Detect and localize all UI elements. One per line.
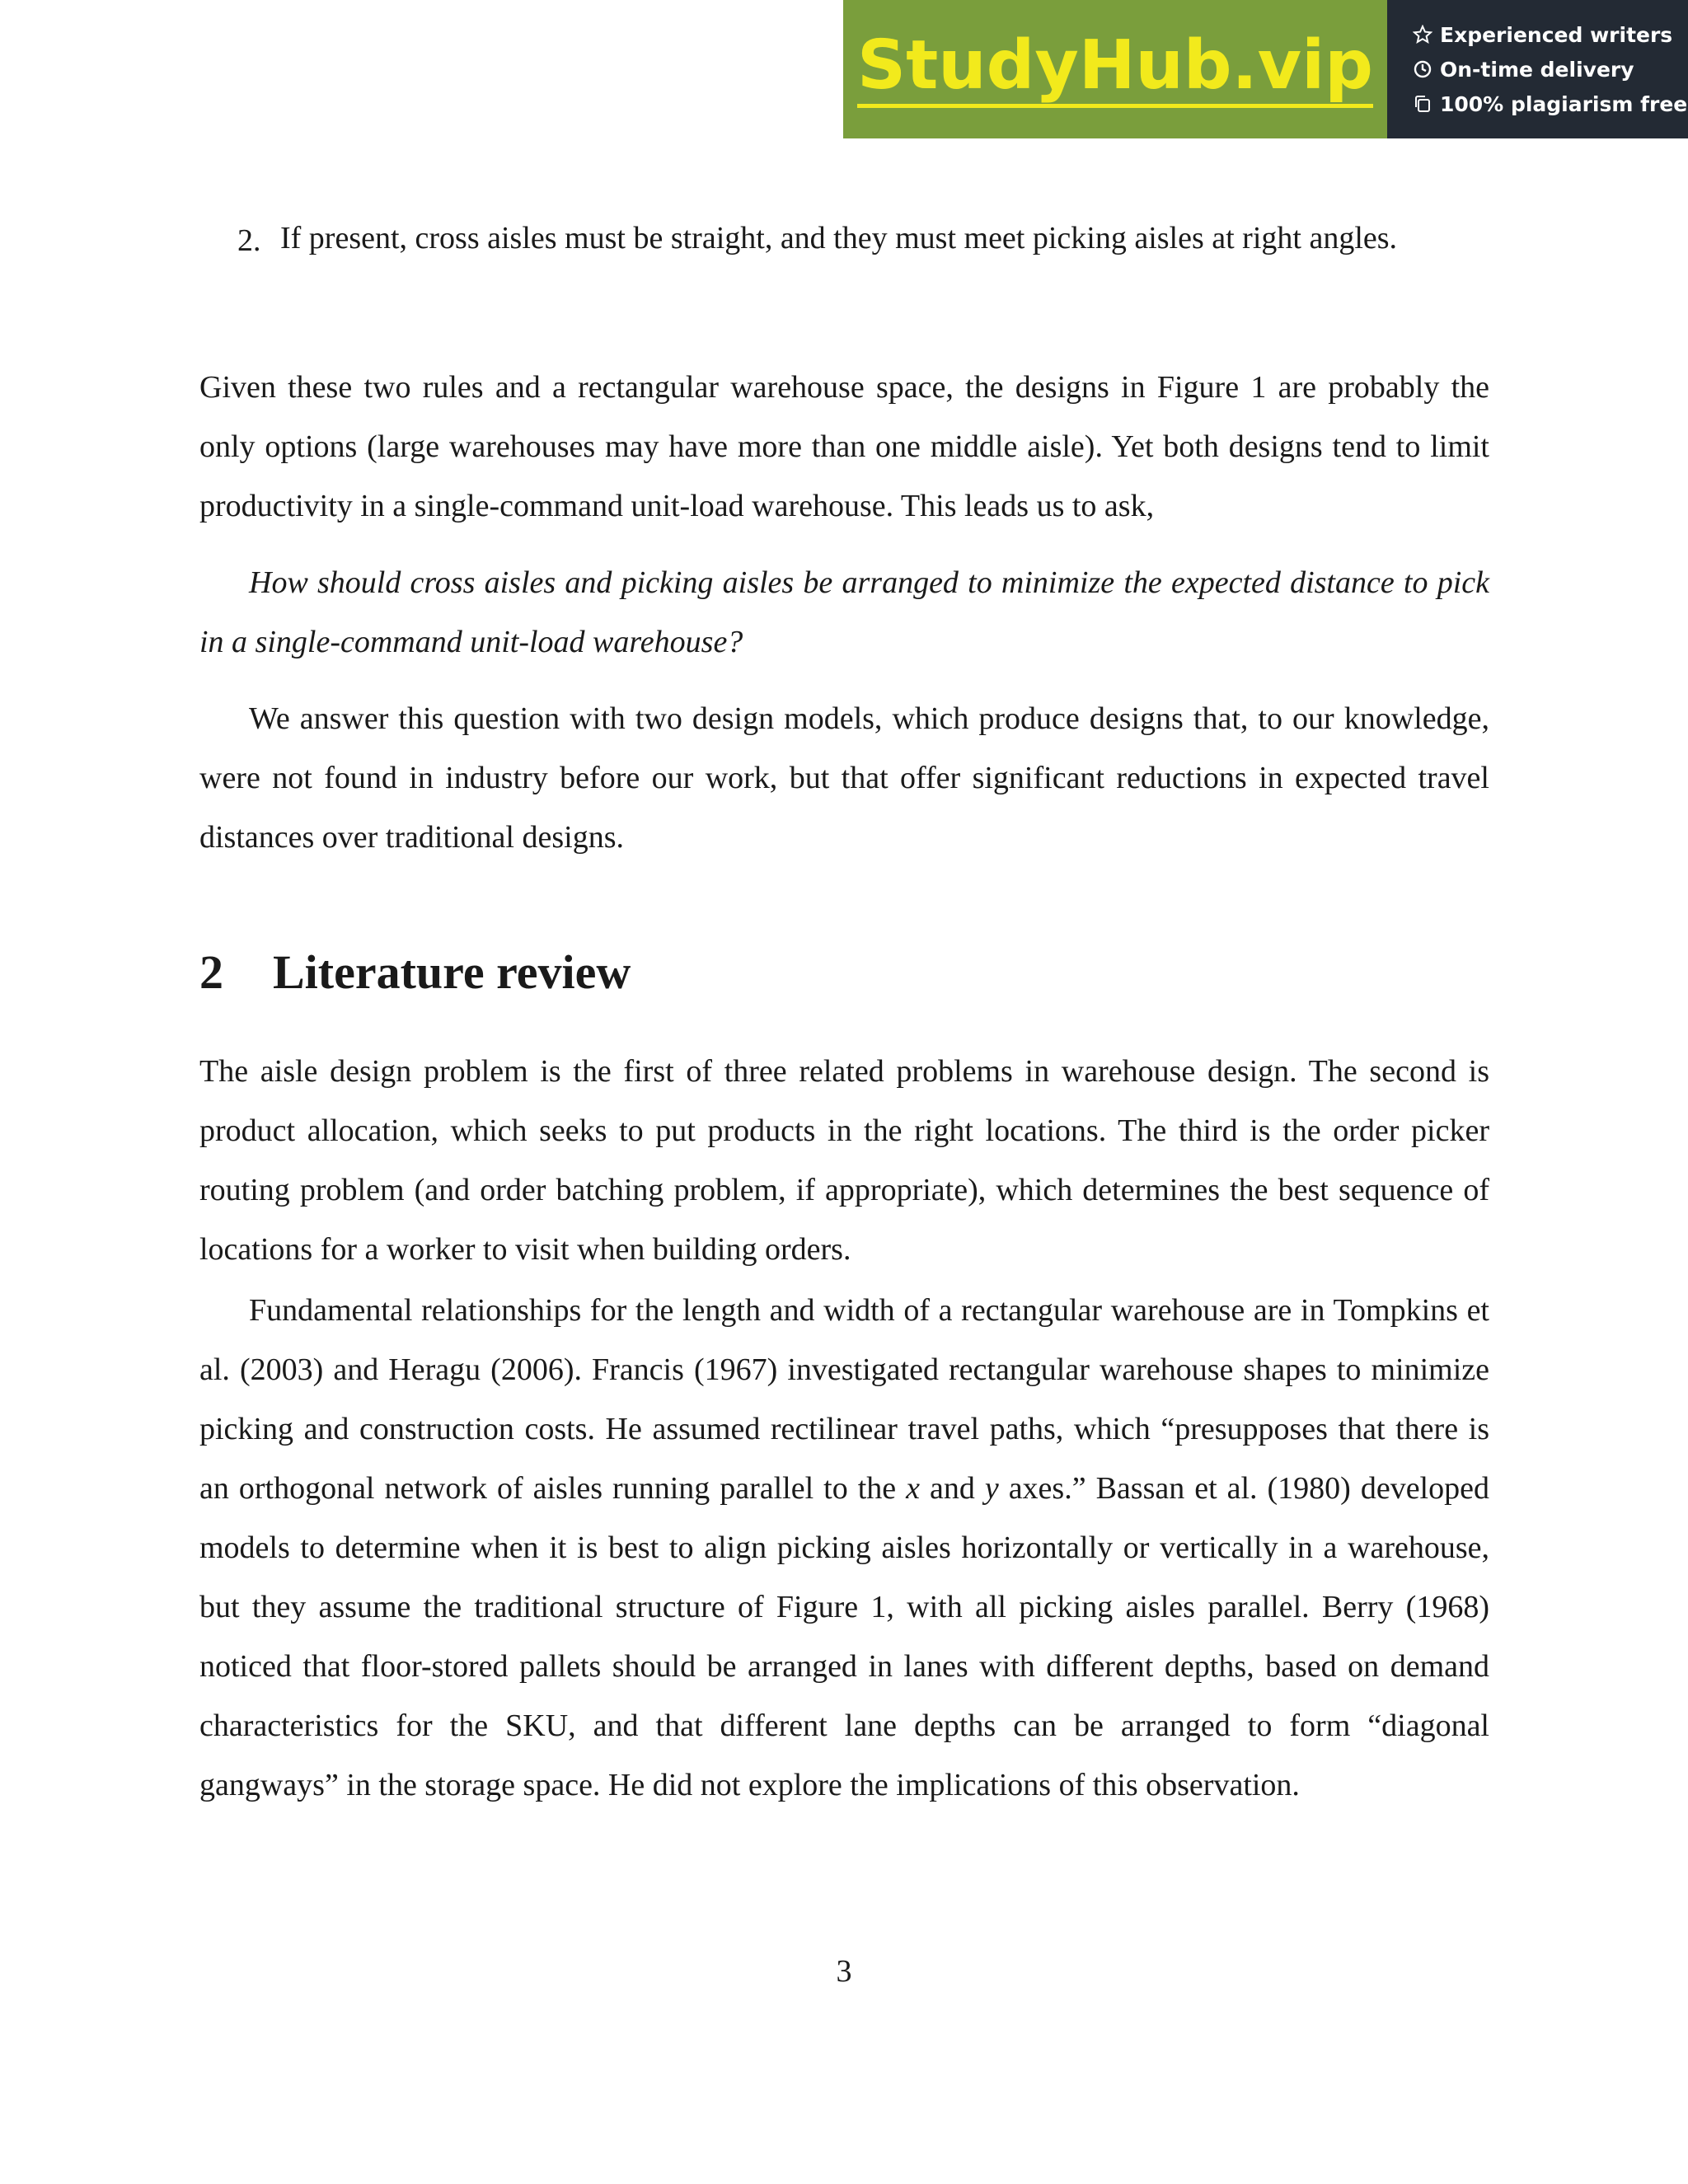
studyhub-banner[interactable] — [843, 0, 1688, 138]
feature-label: 100% plagiarism free — [1440, 91, 1688, 116]
math-symbol: y — [984, 1471, 999, 1506]
list-text: If present, cross aisles must be straight, and they must meet picking aisles at right angles. — [280, 221, 1398, 255]
research-question — [199, 553, 1489, 672]
paragraph-text — [199, 1281, 1489, 1815]
paragraph — [199, 689, 1489, 867]
studyhub-logo[interactable] — [843, 0, 1387, 138]
list-item — [199, 203, 1489, 274]
feature-on-time-delivery — [1412, 54, 1688, 84]
section-number: 2 — [199, 945, 223, 999]
math-symbol: x — [906, 1471, 920, 1506]
page-number: 3 — [836, 1954, 852, 1989]
paragraph-text: We answer this question with two design models, which produce designs that, to our knowledge, were not found in industry before our work, but that offer significant reductions in expected travel distances over traditional designs. — [199, 701, 1489, 855]
text-run: and — [919, 1471, 985, 1506]
paragraph-text: Given these two rules and a rectangular warehouse space, the designs in Figure 1 are probably the only options (large warehouses may have more than one middle aisle). Yet both designs tend to limit productivity in a single-command unit-load warehouse. This leads us to ask, — [199, 370, 1489, 523]
copy-icon — [1412, 93, 1433, 115]
section-heading — [199, 940, 631, 1005]
paragraph — [199, 1042, 1489, 1279]
question-text: How should cross aisles and picking aisles be arranged to minimize the expected distance to pick in a single-command unit-load warehouse? — [199, 565, 1489, 659]
feature-plagiarism-free — [1412, 89, 1688, 119]
text-run: axes.” Bassan et al. (1980) developed models to determine when it is best to align picking aisles horizontally or vertically in a warehouse, but they assume the traditional structure of Figure 1, with all picking aisles parallel. Berry (1968) noticed that floor-stored pallets should be arranged in lanes with different depths, based on demand characteristics for the SKU, and that different lane depths can be arranged to form “diagonal gangways” in the storage space. He did not explore the implications of this observation. — [199, 1471, 1489, 1802]
star-outline-icon — [1412, 24, 1433, 45]
clock-icon — [1412, 59, 1433, 80]
banner-features — [1387, 0, 1688, 138]
feature-experienced-writers — [1412, 20, 1688, 49]
paragraph-text: The aisle design problem is the first of three related problems in warehouse design. The second is product allocation, which seeks to put products in the right locations. The third is the order picker routing problem (and order batching problem, if appropriate), which determines the best sequence of locations for a worker to visit when building orders. — [199, 1054, 1489, 1267]
paragraph — [199, 358, 1489, 536]
text-run: Fundamental relationships for the length and width of a rectangular warehouse are in Tompkins et al. (2003) and Heragu (2006). Francis (1967) investigated rectangular warehouse shapes to minimize picking and construction costs. He assumed rectilinear travel paths, which “presupposes that there is an orthogonal network of aisles running parallel to the — [199, 1293, 1489, 1506]
paragraph — [199, 1281, 1489, 1815]
feature-label: Experienced writers — [1440, 22, 1673, 47]
section-title: Literature review — [273, 945, 631, 999]
feature-label: On-time delivery — [1440, 57, 1634, 82]
logo-text: StudyHub.vip — [857, 30, 1373, 107]
list-number: 2. — [237, 223, 261, 258]
